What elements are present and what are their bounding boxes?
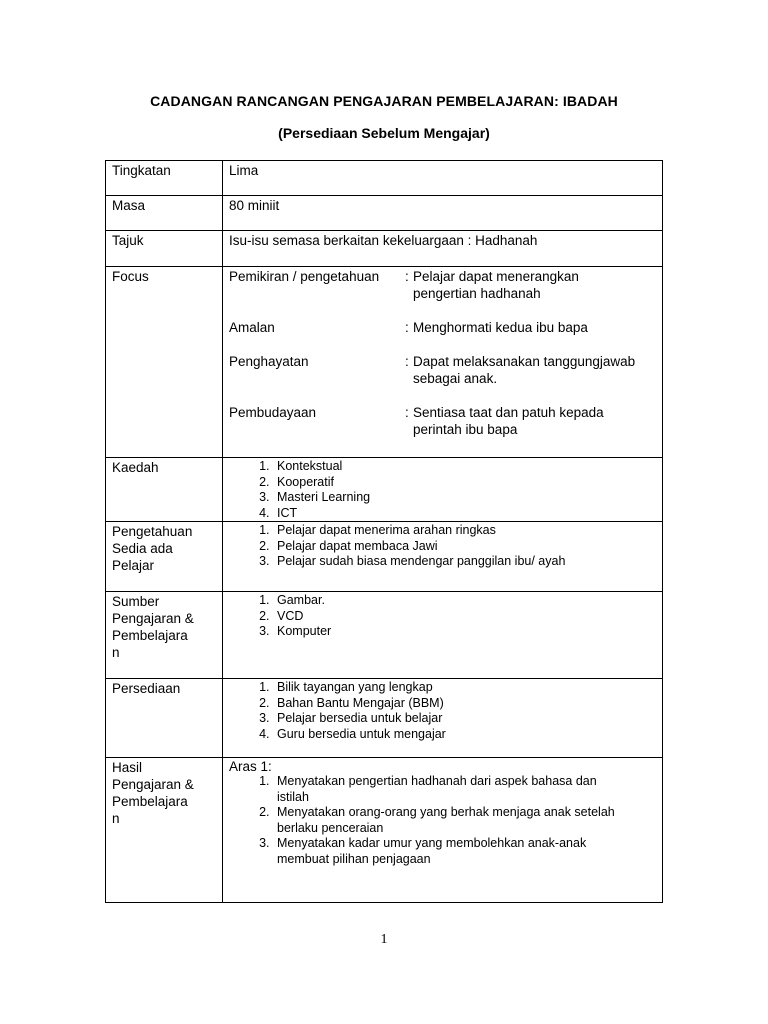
label-hasil: Hasil Pengajaran & Pembelajara n (106, 758, 223, 903)
focus-sep: : (405, 405, 409, 420)
value-focus (223, 267, 663, 458)
list-item: 1. Kontekstual (273, 459, 656, 475)
label-kaedah: Kaedah (106, 458, 223, 522)
value-persediaan (223, 679, 663, 758)
row-focus (106, 267, 663, 458)
focus-value-pemikiran-cont: pengertian hadhanah (413, 286, 541, 301)
row-sumber (106, 592, 663, 679)
label-persediaan: Persediaan (106, 679, 223, 758)
value-hasil (223, 758, 663, 903)
list-item: 4. ICT (273, 506, 656, 522)
list-item: 2. VCD (273, 609, 656, 625)
row-persediaan (106, 679, 663, 758)
focus-value-penghayatan: Dapat melaksanakan tanggungjawab (413, 354, 636, 369)
list-item: 3. Pelajar bersedia untuk belajar (273, 711, 656, 727)
focus-value-pemikiran: Pelajar dapat menerangkan (413, 269, 579, 284)
page-number: 1 (380, 932, 388, 947)
list-item: 3. Komputer (273, 624, 656, 640)
focus-key-pemikiran: Pemikiran / pengetahuan (229, 269, 380, 284)
list-item: 1. Bilik tayangan yang lengkap (273, 680, 656, 696)
persediaan-list (229, 680, 656, 742)
focus-sep: : (405, 320, 409, 335)
focus-value-penghayatan-cont: sebagai anak. (413, 371, 498, 386)
focus-value-amalan: Menghormati kedua ibu bapa (413, 320, 588, 335)
list-item: 1. Pelajar dapat menerima arahan ringkas (273, 523, 656, 539)
value-masa: 80 miniit (223, 196, 663, 231)
focus-value-pembudayaan: Sentiasa taat dan patuh kepada (413, 405, 604, 420)
list-item: 4. Guru bersedia untuk mengajar (273, 727, 656, 743)
row-kaedah (106, 458, 663, 522)
list-item: 2. Kooperatif (273, 475, 656, 491)
row-hasil (106, 758, 663, 903)
list-item: 2. Menyatakan orang-orang yang berhak menjaga anak setelah berlaku penceraian (273, 805, 656, 836)
pengetahuan-list (229, 523, 656, 570)
focus-list (229, 268, 656, 438)
focus-key-pembudayaan: Pembudayaan (229, 405, 317, 420)
focus-sep: : (405, 269, 409, 284)
document-title: CADANGAN RANCANGAN PENGAJARAN PEMBELAJARAN: IBADAH (150, 93, 618, 109)
list-item: 3. Pelajar sudah biasa mendengar panggilan ibu/ ayah (273, 554, 656, 570)
value-pengetahuan (223, 522, 663, 592)
value-kaedah (223, 458, 663, 522)
hasil-list (229, 774, 656, 867)
value-tajuk: Isu-isu semasa berkaitan kekeluargaan : Hadhanah (223, 231, 663, 267)
row-tajuk (106, 231, 663, 267)
list-item: 2. Pelajar dapat membaca Jawi (273, 539, 656, 555)
value-tingkatan: Lima (223, 161, 663, 196)
row-masa (106, 196, 663, 231)
lesson-plan-table (105, 160, 663, 903)
list-item: 1. Menyatakan pengertian hadhanah dari aspek bahasa dan istilah (273, 774, 656, 805)
focus-key-penghayatan: Penghayatan (229, 354, 309, 369)
label-tajuk: Tajuk (106, 231, 223, 267)
label-sumber: Sumber Pengajaran & Pembelajara n (106, 592, 223, 679)
label-masa: Masa (106, 196, 223, 231)
sumber-list (229, 593, 656, 640)
list-item: 3. Menyatakan kadar umur yang membolehkan anak-anak membuat pilihan penjagaan (273, 836, 656, 867)
focus-value-pembudayaan-cont: perintah ibu bapa (413, 422, 518, 437)
label-pengetahuan: Pengetahuan Sedia ada Pelajar (106, 522, 223, 592)
value-sumber (223, 592, 663, 679)
list-item: 2. Bahan Bantu Mengajar (BBM) (273, 696, 656, 712)
aras-label: Aras 1: (229, 759, 272, 774)
kaedah-list (229, 459, 656, 521)
label-tingkatan: Tingkatan (106, 161, 223, 196)
document-subtitle: (Persediaan Sebelum Mengajar) (278, 125, 490, 141)
label-focus: Focus (106, 267, 223, 458)
focus-sep: : (405, 354, 409, 369)
list-item: 1. Gambar. (273, 593, 656, 609)
row-tingkatan (106, 161, 663, 196)
focus-key-amalan: Amalan (229, 320, 275, 335)
row-pengetahuan (106, 522, 663, 592)
list-item: 3. Masteri Learning (273, 490, 656, 506)
